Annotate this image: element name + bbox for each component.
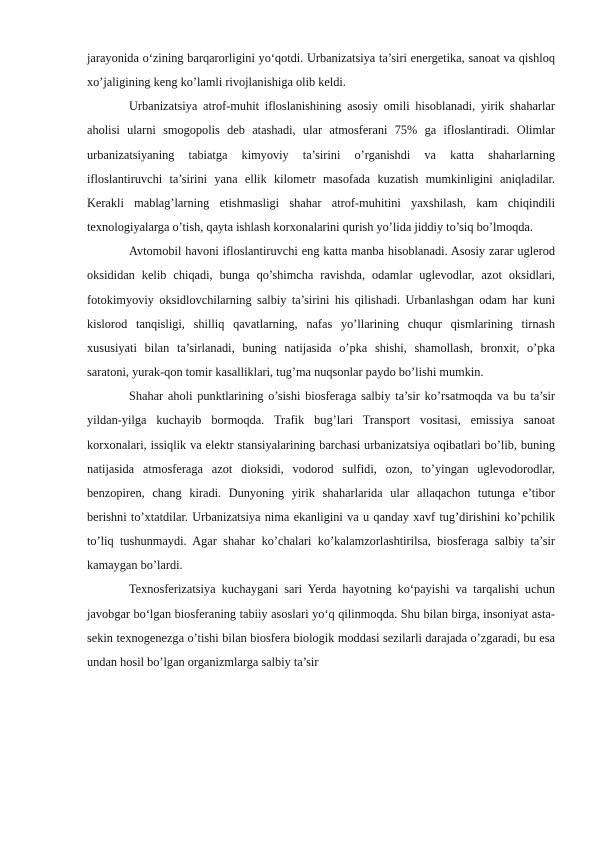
paragraph-4: Shahar aholi punktlarining o’sishi biosferaga salbiy ta’sir ko’rsatmoqda va bu ta’sir yildan-yilga kuchayib bormoqda. Trafik bug’lari Transport vositasi, emissiya sanoat korxonalari, issiqlik va elektr stansiyalarining barchasi urbanizatsiya oqibatlari bo’lib, buning natijasida atmosferaga azot dioksidi, vodorod sulfidi, ozon, to’yingan uglevodorodlar, benzopiren, chang kiradi. Dunyoning yirik shaharlarida ular allaqachon tutunga e’tibor berishni to’xtatdilar. Urbanizatsiya nima ekanligini va u qanday xavf tug’dirishini ko’pchilik to’liq tushunmaydi. Agar shahar ko’chalari ko’kalamzorlashtirilsa, biosferaga salbiy ta’sir kamaygan bo’lardi. [87, 389, 555, 573]
paragraph-2: Urbanizatsiya atrof-muhit ifloslanishining asosiy omili hisoblanadi, yirik shaharlar aholisi ularni smogopolis deb atashadi, ular atmosferani 75% ga ifloslantiradi. Olimlar urbanizatsiyaning tabiatga kimyoviy ta’sirini o’rganishdi va katta shaharlarning ifloslantiruvchi ta’sirini yana ellik kilometr masofada kuzatish mumkinligini aniqladilar. Kerakli mablag’larning etishmasligi shahar atrof-muhitini yaxshilash, kam chiqindili texnologiyalarga o’tish, qayta ishlash korxonalarini qurish yo’lida jiddiy to’siq bo’lmoqda. [87, 99, 555, 235]
document-body [87, 46, 555, 674]
paragraph-1: jarayonida o‘zining barqarorligini yo‘qotdi. Urbanizatsiya ta’siri energetika, sanoat va qishloq xo’jaligining keng ko’lamli rivojlanishiga olib keldi. [87, 51, 555, 90]
paragraph-5: Texnosferizatsiya kuchaygani sari Yerda hayotning ko‘payishi va tarqalishi uchun javobgar bo‘lgan biosferaning tabiiy asoslari yo‘q qilinmoqda. Shu bilan birga, insoniyat asta-sekin texnogenezga o’tishi bilan biosfera biologik moddasi sezilarli darajada o’zgaradi, bu esa undan hosil bo’lgan organizmlarga salbiy ta’sir [87, 582, 555, 669]
paragraph-3: Avtomobil havoni ifloslantiruvchi eng katta manba hisoblanadi. Asosiy zarar uglerod oksididan kelib chiqadi, bunga qo’shimcha ravishda, odamlar uglevodlar, azot oksidlari, fotokimyoviy oksidlovchilarning salbiy ta’sirini his qilishadi. Urbanlashgan odam har kuni kislorod tanqisligi, shilliq qavatlarning, nafas yo’llarining chuqur qismlarining tirnash xususiyati bilan ta’sirlanadi, buning natijasida o’pka shishi, shamollash, bronxit, o’pka saratoni, yurak-qon tomir kasalliklari, tug’ma nuqsonlar paydo bo’lishi mumkin. [87, 244, 555, 380]
